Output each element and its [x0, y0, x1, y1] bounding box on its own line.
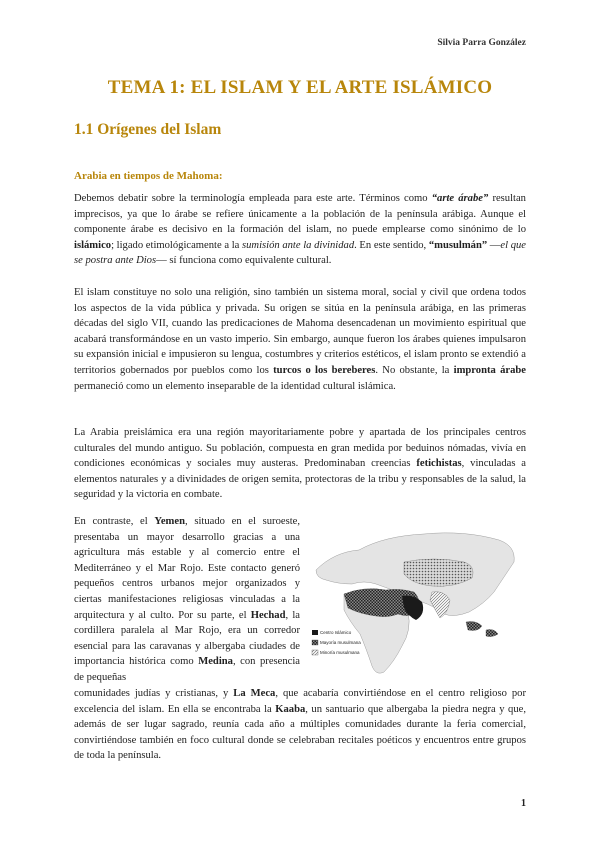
- section-heading: 1.1 Orígenes del Islam: [74, 121, 222, 138]
- map-legend: [312, 630, 361, 655]
- islam-distribution-map: [304, 522, 526, 680]
- legend-item-3: Minoría musulmana: [320, 650, 360, 655]
- subsection-heading: Arabia en tiempos de Mahoma:: [74, 170, 223, 182]
- paragraph-la-meca: comunidades judías y cristianas, y La Meca, que acabaría convirtiéndose en el centro religioso por excelencia del islam. En ella se encontraba la Kaaba, un santuario que albergaba la piedra negra y que, además de ser lugar sagrado, reunía cada año a múltiples comunidades durante la feria comercial, convirtiéndose también en foco cultural donde se celebraban recitales poéticos y encuentros entre grupos de toda la península.: [74, 688, 526, 762]
- paragraph-islam-origin: El islam constituye no solo una religión, sino también un sistema moral, social y civil que ordena todos los aspectos de la vida pública y privada. Su origen se sitúa en la península arábiga, en las primeras décadas del siglo VII, cuando las predicaciones de Mahoma desencadenan un movimiento espiritual que acabará transformándose en un vasto imperio. Sin embargo, aunque fueron los árabes quienes impulsaron su expansión inicial e impusieron su lengua, costumbres y criterios estéticos, el islam pronto se extendió a territorios gobernados por pueblos como los turcos o los bereberes. No obstante, la impronta árabe permaneció como un elemento inseparable de la identidad cultural islámica.: [74, 287, 526, 392]
- legend-item-2: Mayoría musulmana: [320, 640, 361, 645]
- page-title: TEMA 1: EL ISLAM Y EL ARTE ISLÁMICO: [107, 77, 493, 98]
- paragraph-pre-islamic-arabia: La Arabia preislámica era una región mayoritariamente pobre y apartada de los principales centros culturales del mundo antiguo. Su población, compuesta en gran medida por beduinos nómadas, vivía en condiciones económicas y sociales muy austeras. Predominaban creencias fetichistas, vinculadas a elementos naturales y a divinidades de origen semita, protectoras de la tribu y responsables de la salud, la seguridad y la victoria en combate.: [74, 427, 527, 501]
- paragraph-yemen: En contraste, el Yemen, situado en el suroeste, presentaba un mayor desarrollo gracias a una agricultura más estable y al comercio entre el Mediterráneo y el Mar Rojo. Este contacto generó pequeños centros urbanos mejor organizados y ciertas manifestaciones religiosas vinculadas a la arquitectura y al culto. Por su parte, el Hechad, la cordillera paralela al Mar Rojo, era un corredor esencial para las caravanas y albergaba ciudades de importancia histórica como Medina, con presencia de pequeñas: [74, 516, 300, 683]
- legend-item-1: Centro Islámico: [320, 630, 352, 635]
- southeast-asia-islands: [466, 622, 498, 637]
- paragraph-terminology: Debemos debatir sobre la terminología empleada para este arte. Términos como “arte árabe” resultan imprecisos, ya que lo árabe se refiere únicamente a la población de la península arábiga. Aunque el componente árabe es decisivo en la formación del islam, no puede emplearse como sinónimo de lo islámico; ligado etimológicamente a la sumisión ante la divinidad. En este sentido, “musulmán” —el que se postra ante Dios— sí funciona como equivalente cultural.: [74, 193, 526, 267]
- author-name: Silvia Parra González: [437, 38, 526, 48]
- page-number: 1: [521, 798, 526, 809]
